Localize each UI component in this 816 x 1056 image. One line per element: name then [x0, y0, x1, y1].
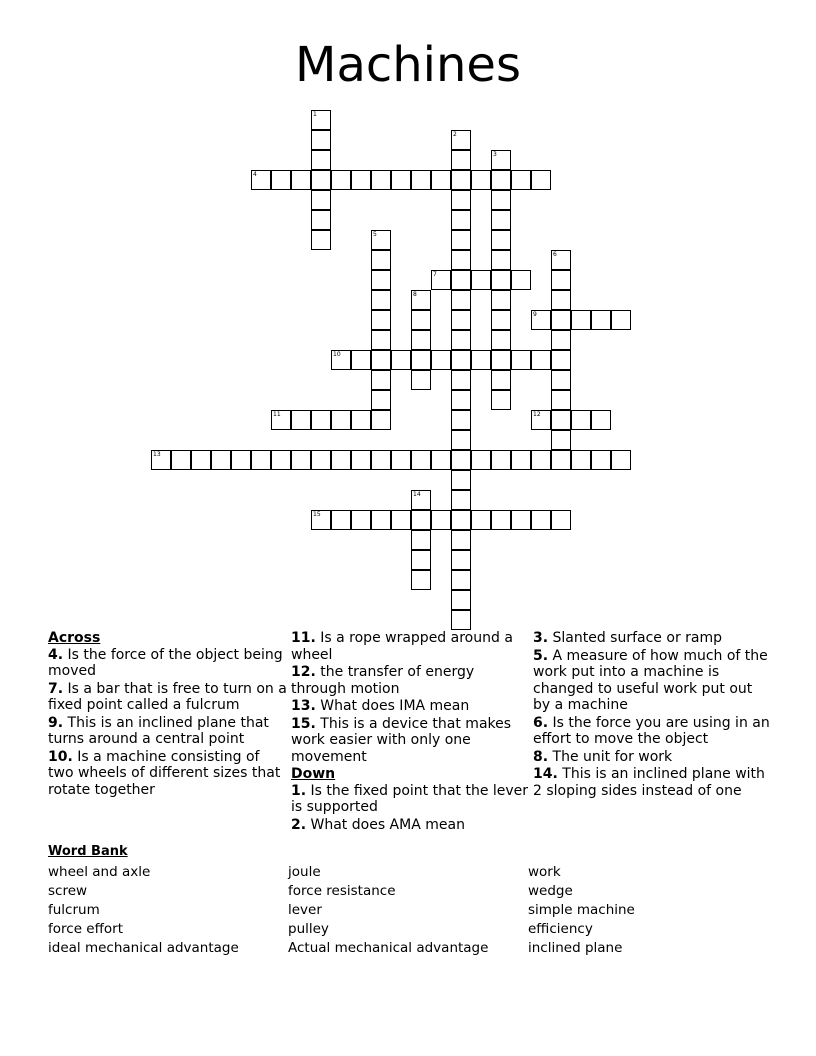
grid-cell[interactable] — [471, 510, 491, 530]
grid-cell[interactable] — [511, 450, 531, 470]
grid-cell[interactable] — [491, 270, 511, 290]
grid-cell[interactable] — [451, 170, 471, 190]
across-clue-12: 12. the transfer of energy through motion — [291, 664, 475, 697]
grid-cell[interactable] — [491, 250, 511, 270]
across-clue-10: 10. Is a machine consisting of two wheels of different sizes that rotate together — [48, 748, 281, 798]
grid-cell[interactable] — [291, 410, 311, 430]
grid-cell[interactable] — [331, 510, 351, 530]
grid-cell[interactable] — [491, 290, 511, 310]
grid-cell[interactable] — [591, 310, 611, 330]
page-title: Machines — [295, 37, 521, 93]
grid-cell[interactable] — [431, 510, 451, 530]
grid-cell[interactable] — [411, 310, 431, 330]
grid-cell[interactable] — [291, 450, 311, 470]
clue-number: 12 — [533, 411, 541, 418]
grid-cell[interactable] — [351, 510, 371, 530]
grid-cell[interactable] — [311, 190, 331, 210]
grid-cell[interactable] — [531, 450, 551, 470]
grid-cell[interactable] — [411, 170, 431, 190]
clue-number: 6 — [553, 251, 557, 258]
word-bank-item: inclined plane — [528, 940, 623, 956]
grid-cell[interactable] — [411, 530, 431, 550]
grid-cell[interactable] — [311, 130, 331, 150]
grid-cell[interactable] — [591, 410, 611, 430]
down-clue-6: 6. Is the force you are using in an effort to move the object — [533, 714, 770, 747]
across-clue-15: 15. This is a device that makes work easier with only one movement — [291, 715, 512, 765]
clue-number: 14 — [413, 491, 421, 498]
grid-cell[interactable] — [371, 330, 391, 350]
clues-column-2 — [291, 630, 531, 834]
grid-cell[interactable] — [491, 450, 511, 470]
grid-cell[interactable] — [451, 310, 471, 330]
clue-number: 9 — [533, 311, 537, 318]
grid-cell[interactable] — [351, 410, 371, 430]
grid-cell[interactable] — [551, 410, 571, 430]
grid-cell[interactable] — [451, 510, 471, 530]
grid-cell[interactable] — [391, 510, 411, 530]
clue-number: 8 — [413, 291, 417, 298]
grid-cell[interactable] — [451, 470, 471, 490]
clue-number: 3 — [493, 151, 497, 158]
grid-cell[interactable] — [271, 410, 291, 430]
grid-cell[interactable] — [271, 450, 291, 470]
grid-cell[interactable] — [411, 550, 431, 570]
word-bank-item: Actual mechanical advantage — [288, 940, 489, 956]
grid-cell[interactable] — [351, 450, 371, 470]
grid-cell[interactable] — [391, 450, 411, 470]
grid-cell[interactable] — [411, 330, 431, 350]
grid-cell[interactable] — [371, 510, 391, 530]
grid-cell[interactable] — [371, 170, 391, 190]
grid-cell[interactable] — [531, 310, 551, 330]
word-bank-item: screw — [48, 883, 88, 899]
grid-cell[interactable] — [411, 290, 431, 310]
grid-cell[interactable] — [531, 410, 551, 430]
grid-cell[interactable] — [331, 410, 351, 430]
clue-number: 2 — [453, 131, 457, 138]
word-bank-column-2 — [288, 863, 518, 958]
grid-cell[interactable] — [411, 510, 431, 530]
word-bank-item: force resistance — [288, 883, 396, 899]
grid-cell[interactable] — [491, 350, 511, 370]
grid-cell[interactable] — [491, 370, 511, 390]
grid-cell[interactable] — [551, 290, 571, 310]
word-bank-heading: Word Bank — [48, 844, 128, 859]
word-bank-item: simple machine — [528, 902, 635, 918]
grid-cell[interactable] — [271, 170, 291, 190]
grid-cell[interactable] — [451, 250, 471, 270]
clues-column-1 — [48, 630, 288, 799]
grid-cell[interactable] — [231, 450, 251, 470]
down-clue-5: 5. A measure of how much of the work put into a machine is changed to useful work put out by a machine — [533, 647, 768, 713]
grid-cell[interactable] — [511, 350, 531, 370]
clue-number: 11 — [273, 411, 281, 418]
grid-cell[interactable] — [451, 450, 471, 470]
grid-cell[interactable] — [611, 450, 631, 470]
grid-cell[interactable] — [551, 310, 571, 330]
grid-cell[interactable] — [391, 170, 411, 190]
grid-cell[interactable] — [451, 530, 471, 550]
down-clue-3: 3. Slanted surface or ramp — [533, 630, 723, 646]
grid-cell[interactable] — [491, 170, 511, 190]
word-bank-column-3 — [528, 863, 758, 958]
grid-cell[interactable] — [491, 390, 511, 410]
grid-cell[interactable] — [531, 170, 551, 190]
grid-cell[interactable] — [551, 350, 571, 370]
across-heading: Across — [48, 630, 101, 646]
grid-cell[interactable] — [551, 370, 571, 390]
across-clue-13: 13. What does IMA mean — [291, 698, 470, 714]
grid-cell[interactable] — [571, 450, 591, 470]
grid-cell[interactable] — [511, 270, 531, 290]
clue-number: 5 — [373, 231, 377, 238]
word-bank-item: pulley — [288, 921, 329, 937]
grid-cell[interactable] — [531, 510, 551, 530]
grid-cell[interactable] — [391, 350, 411, 370]
grid-cell[interactable] — [491, 190, 511, 210]
grid-cell[interactable] — [511, 170, 531, 190]
grid-cell[interactable] — [451, 610, 471, 630]
grid-cell[interactable] — [371, 310, 391, 330]
grid-cell[interactable] — [291, 170, 311, 190]
grid-cell[interactable] — [451, 130, 471, 150]
down-clue-2: 2. What does AMA mean — [291, 816, 465, 833]
grid-cell[interactable] — [511, 510, 531, 530]
word-bank-item: joule — [288, 864, 321, 880]
grid-cell[interactable] — [331, 350, 351, 370]
word-bank-item: efficiency — [528, 921, 593, 937]
clue-number: 7 — [433, 271, 437, 278]
grid-cell[interactable] — [371, 450, 391, 470]
grid-cell[interactable] — [591, 450, 611, 470]
word-bank-item: fulcrum — [48, 902, 100, 918]
grid-cell[interactable] — [491, 330, 511, 350]
grid-cell[interactable] — [371, 230, 391, 250]
grid-cell[interactable] — [551, 250, 571, 270]
grid-cell[interactable] — [371, 410, 391, 430]
grid-cell[interactable] — [311, 170, 331, 190]
grid-cell[interactable] — [451, 550, 471, 570]
grid-cell[interactable] — [371, 290, 391, 310]
across-clue-9: 9. This is an inclined plane that turns around a central point — [48, 714, 269, 747]
grid-cell[interactable] — [451, 290, 471, 310]
grid-cell[interactable] — [311, 510, 331, 530]
across-clue-4: 4. Is the force of the object being moved — [48, 646, 283, 679]
grid-cell[interactable] — [451, 230, 471, 250]
grid-cell[interactable] — [451, 430, 471, 450]
across-clue-11: 11. Is a rope wrapped around a wheel — [291, 630, 513, 663]
grid-cell[interactable] — [411, 350, 431, 370]
word-bank-item: wheel and axle — [48, 864, 151, 880]
word-bank-item: ideal mechanical advantage — [48, 940, 239, 956]
clue-number: 4 — [253, 171, 257, 178]
grid-cell[interactable] — [551, 510, 571, 530]
grid-cell[interactable] — [451, 190, 471, 210]
grid-cell[interactable] — [451, 270, 471, 290]
word-bank-item: work — [528, 864, 561, 880]
grid-cell[interactable] — [371, 390, 391, 410]
grid-cell[interactable] — [451, 590, 471, 610]
grid-cell[interactable] — [431, 450, 451, 470]
grid-cell[interactable] — [571, 310, 591, 330]
grid-cell[interactable] — [371, 270, 391, 290]
grid-cell[interactable] — [451, 210, 471, 230]
clue-number: 1 — [313, 111, 317, 118]
grid-cell[interactable] — [451, 150, 471, 170]
clue-number: 13 — [153, 451, 161, 458]
clue-number: 15 — [313, 511, 321, 518]
clues-column-3 — [533, 630, 773, 800]
grid-cell[interactable] — [471, 450, 491, 470]
grid-cell[interactable] — [451, 330, 471, 350]
grid-cell[interactable] — [491, 230, 511, 250]
grid-cell[interactable] — [451, 350, 471, 370]
word-bank-column-1 — [48, 863, 278, 958]
grid-cell[interactable] — [491, 510, 511, 530]
grid-cell[interactable] — [551, 450, 571, 470]
grid-cell[interactable] — [371, 250, 391, 270]
grid-cell[interactable] — [411, 570, 431, 590]
across-clue-7: 7. Is a bar that is free to turn on a fixed point called a fulcrum — [48, 680, 287, 713]
grid-cell[interactable] — [471, 170, 491, 190]
grid-cell[interactable] — [431, 170, 451, 190]
grid-cell[interactable] — [611, 310, 631, 330]
grid-cell[interactable] — [371, 350, 391, 370]
grid-cell[interactable] — [311, 450, 331, 470]
grid-cell[interactable] — [491, 210, 511, 230]
grid-cell[interactable] — [451, 370, 471, 390]
down-heading: Down — [291, 766, 336, 782]
grid-cell[interactable] — [311, 210, 331, 230]
grid-cell[interactable] — [371, 370, 391, 390]
grid-cell[interactable] — [411, 450, 431, 470]
grid-cell[interactable] — [431, 270, 451, 290]
grid-cell[interactable] — [251, 450, 271, 470]
grid-cell[interactable] — [551, 390, 571, 410]
grid-cell[interactable] — [451, 390, 471, 410]
grid-cell[interactable] — [311, 150, 331, 170]
grid-cell[interactable] — [311, 410, 331, 430]
grid-cell[interactable] — [451, 490, 471, 510]
grid-cell[interactable] — [211, 450, 231, 470]
grid-cell[interactable] — [571, 410, 591, 430]
clue-number: 10 — [333, 351, 341, 358]
grid-cell[interactable] — [311, 110, 331, 130]
down-clue-14: 14. This is an inclined plane with 2 sloping sides instead of one — [533, 766, 765, 799]
grid-cell[interactable] — [351, 350, 371, 370]
grid-cell[interactable] — [331, 170, 351, 190]
grid-cell[interactable] — [531, 350, 551, 370]
grid-cell[interactable] — [411, 370, 431, 390]
grid-cell[interactable] — [551, 270, 571, 290]
grid-cell[interactable] — [551, 330, 571, 350]
grid-cell[interactable] — [491, 310, 511, 330]
grid-cell[interactable] — [471, 350, 491, 370]
down-clue-8: 8. The unit for work — [533, 748, 673, 765]
grid-cell[interactable] — [431, 350, 451, 370]
grid-cell[interactable] — [451, 570, 471, 590]
word-bank-item: wedge — [528, 883, 573, 899]
grid-cell[interactable] — [251, 170, 271, 190]
grid-cell[interactable] — [551, 430, 571, 450]
word-bank-item: lever — [288, 902, 322, 918]
word-bank-item: force effort — [48, 921, 123, 937]
grid-cell[interactable] — [491, 150, 511, 170]
grid-cell[interactable] — [311, 230, 331, 250]
grid-cell[interactable] — [171, 450, 191, 470]
grid-cell[interactable] — [451, 410, 471, 430]
grid-cell[interactable] — [331, 450, 351, 470]
down-clue-1: 1. Is the fixed point that the lever is supported — [291, 782, 529, 815]
grid-cell[interactable] — [151, 450, 171, 470]
grid-cell[interactable] — [191, 450, 211, 470]
grid-cell[interactable] — [471, 270, 491, 290]
grid-cell[interactable] — [411, 490, 431, 510]
grid-cell[interactable] — [351, 170, 371, 190]
